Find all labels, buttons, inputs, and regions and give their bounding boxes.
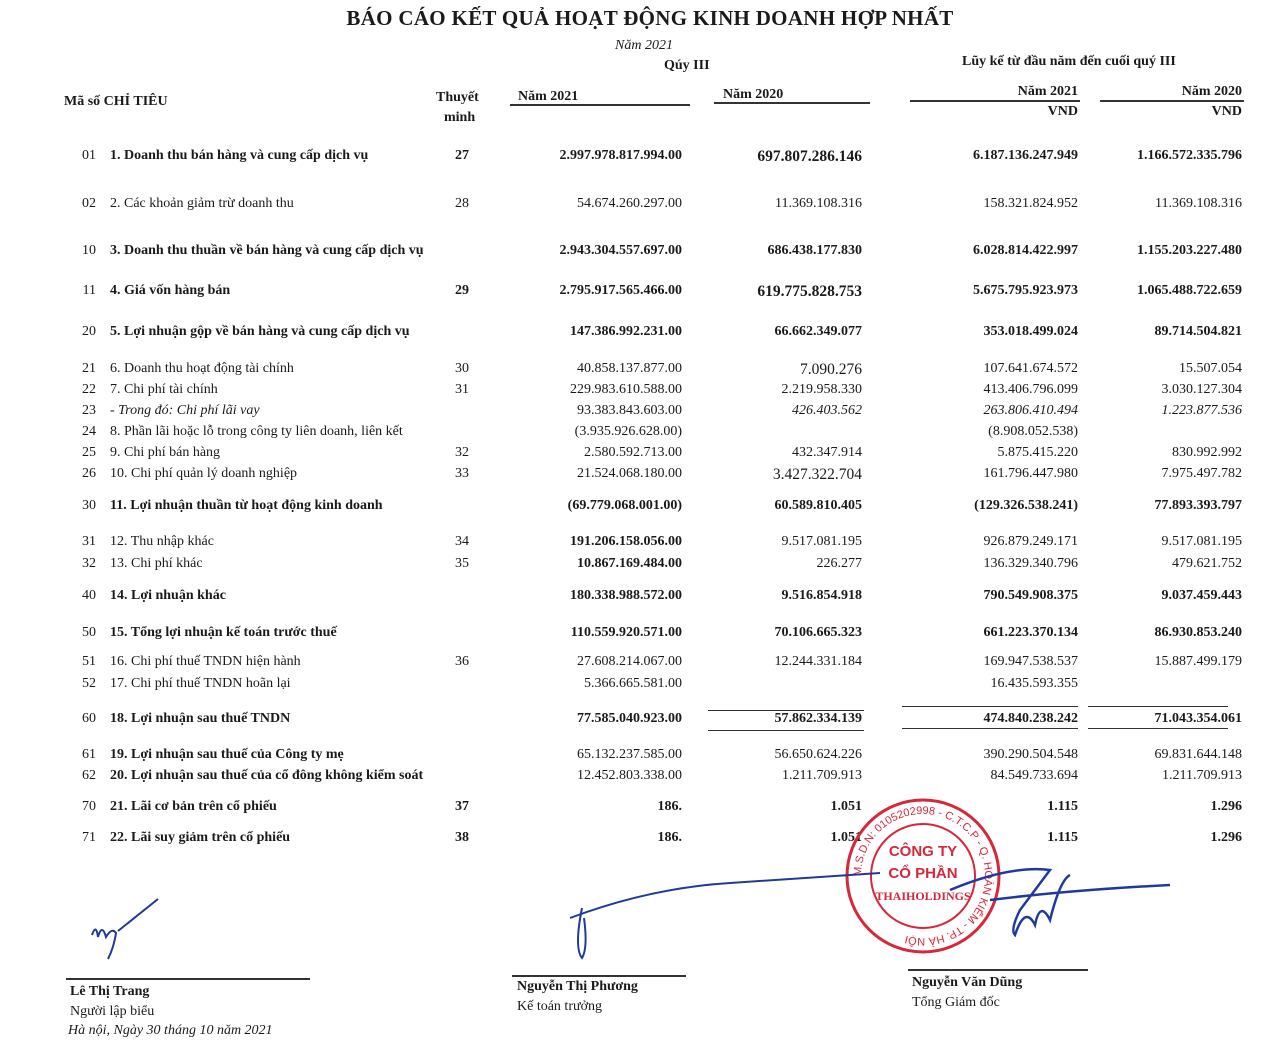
value-q2020: 1.051 [830, 799, 862, 814]
row-code: 02 [82, 196, 96, 211]
code-item-header: Mã số CHỈ TIÊU [64, 94, 168, 109]
row-label: 18. Lợi nhuận sau thuế TNDN [110, 711, 291, 726]
table-row-02 [0, 196, 1280, 216]
value-y2021: 474.840.238.242 [983, 711, 1078, 726]
row-label: 9. Chi phí bán hàng [110, 445, 221, 460]
value-y2021: 926.879.249.171 [983, 534, 1078, 549]
row-code: 24 [82, 424, 96, 439]
row-code: 60 [82, 711, 96, 726]
value-y2020: 1.065.488.722.659 [1137, 283, 1242, 298]
value-q2020: 11.369.108.316 [775, 196, 862, 211]
row-label: 13. Chi phí khác [110, 556, 203, 571]
row-label: 10. Chi phí quản lý doanh nghiệp [110, 466, 298, 481]
value-q2021: 40.858.137.877.00 [577, 361, 682, 376]
row-code: 30 [82, 498, 96, 513]
row-label: 22. Lãi suy giảm trên cổ phiếu [110, 830, 291, 845]
row-code: 52 [82, 676, 96, 691]
row-note: 32 [455, 445, 469, 460]
value-q2021: 110.559.920.571.00 [570, 625, 682, 640]
row-note: 34 [455, 534, 469, 549]
row-code: 10 [82, 243, 96, 258]
value-q2021: 2.997.978.817.994.00 [559, 148, 682, 163]
svg-text:CỔ PHẦN: CỔ PHẦN [888, 865, 958, 882]
row-code: 01 [82, 148, 96, 163]
value-q2020: 1.051 [830, 830, 862, 845]
y2020-currency: VND [1211, 104, 1242, 119]
value-y2020: 1.155.203.227.480 [1137, 243, 1242, 258]
value-q2020: 9.517.081.195 [781, 534, 862, 549]
table-row-62 [0, 768, 1280, 788]
value-y2020: 3.030.127.304 [1161, 382, 1242, 397]
table-row-22 [0, 382, 1280, 402]
value-q2021: 180.338.988.572.00 [570, 588, 682, 603]
value-q2021: 54.674.260.297.00 [577, 196, 682, 211]
value-q2020: 66.662.349.077 [774, 324, 862, 339]
row-code: 26 [82, 466, 96, 481]
row-note: 36 [455, 654, 469, 669]
value-q2020: 60.589.810.405 [774, 498, 862, 513]
value-q2020: 57.862.334.139 [774, 711, 862, 726]
value-q2020: 619.775.828.753 [757, 283, 862, 300]
row-note: 31 [455, 382, 469, 397]
value-y2021: 413.406.796.099 [983, 382, 1078, 397]
director-title: Tổng Giám đốc [912, 995, 1000, 1010]
value-q2021: 229.983.610.588.00 [570, 382, 682, 397]
value-y2020: 9.037.459.443 [1161, 588, 1242, 603]
value-y2020: 1.296 [1210, 830, 1242, 845]
value-q2020: 3.427.322.704 [772, 466, 862, 483]
value-y2020: 15.887.499.179 [1154, 654, 1242, 669]
value-q2021: 186. [657, 830, 682, 845]
y2021-header: Năm 2021 [1017, 84, 1078, 99]
row-label: 7. Chi phí tài chính [110, 382, 218, 397]
row-label: 17. Chi phí thuế TNDN hoãn lại [110, 676, 291, 691]
row-code: 61 [82, 747, 96, 762]
value-q2021: 5.366.665.581.00 [584, 676, 682, 691]
row-code: 40 [82, 588, 96, 603]
row-note: 35 [455, 556, 469, 571]
row-label: 1. Doanh thu bán hàng và cung cấp dịch vụ [110, 148, 369, 163]
value-y2020: 7.975.497.782 [1161, 466, 1242, 481]
value-y2021: 136.329.340.796 [983, 556, 1078, 571]
table-row-23 [0, 403, 1280, 423]
table-row-24 [0, 424, 1280, 444]
q2020-header: Năm 2020 [723, 87, 784, 102]
row-note: 37 [455, 799, 469, 814]
value-y2021: 5.875.415.220 [997, 445, 1078, 460]
value-y2021: (129.326.538.241) [974, 498, 1078, 513]
row-code: 20 [82, 324, 96, 339]
value-y2021: 353.018.499.024 [983, 324, 1078, 339]
row-code: 70 [82, 799, 96, 814]
value-y2020: 89.714.504.821 [1154, 324, 1242, 339]
value-y2020: 11.369.108.316 [1155, 196, 1242, 211]
value-q2020: 56.650.624.226 [774, 747, 862, 762]
table-row-50 [0, 625, 1280, 645]
value-q2020: 70.106.665.323 [774, 625, 862, 640]
row-code: 22 [82, 382, 96, 397]
row-note: 29 [455, 283, 469, 298]
row-label: 8. Phần lãi hoặc lỗ trong công ty liên doanh, liên kết [110, 424, 403, 439]
accountant-signature [560, 868, 900, 968]
value-y2020: 479.621.752 [1172, 556, 1242, 571]
note-header-1: Thuyết [436, 90, 479, 105]
value-y2020: 71.043.354.061 [1154, 711, 1242, 726]
svg-text:CÔNG TY: CÔNG TY [888, 843, 958, 860]
row-code: 62 [82, 768, 96, 783]
svg-text:M.S.D.N: 0105202998 - C.T.C.P: M.S.D.N: 0105202998 - C.T.C.P - Q. HOÀN KIẾM - TP. HÀ NỘI [851, 804, 995, 948]
report-date: Hà nội, Ngày 30 tháng 10 năm 2021 [68, 1023, 273, 1038]
table-row-26 [0, 466, 1280, 486]
row-label: 11. Lợi nhuận thuần từ hoạt động kinh doanh [110, 498, 383, 513]
table-row-01 [0, 148, 1280, 168]
value-q2021: 2.943.304.557.697.00 [559, 243, 682, 258]
table-row-30 [0, 498, 1280, 518]
value-q2020: 7.090.276 [800, 361, 862, 378]
value-q2021: 2.580.592.713.00 [584, 445, 682, 460]
value-y2020: 9.517.081.195 [1161, 534, 1242, 549]
value-q2020: 1.211.709.913 [782, 768, 862, 783]
value-q2021: 10.867.169.484.00 [577, 556, 682, 571]
preparer-name: Lê Thị Trang [70, 984, 150, 999]
row-label: - Trong đó: Chi phí lãi vay [110, 403, 260, 418]
value-q2020: 426.403.562 [792, 403, 862, 418]
value-y2021: 161.796.447.980 [983, 466, 1078, 481]
value-y2021: 390.290.504.548 [983, 747, 1078, 762]
table-row-40 [0, 588, 1280, 608]
row-code: 11 [82, 283, 96, 298]
table-row-10 [0, 243, 1280, 263]
value-y2021: 6.028.814.422.997 [973, 243, 1078, 258]
report-year: Năm 2021 [615, 38, 673, 53]
value-q2021: 186. [657, 799, 682, 814]
row-code: 31 [82, 534, 96, 549]
value-y2021: 1.115 [1047, 830, 1078, 845]
value-q2020: 432.347.914 [792, 445, 862, 460]
row-code: 50 [82, 625, 96, 640]
value-y2021: 16.435.593.355 [990, 676, 1078, 691]
value-y2020: 1.166.572.335.796 [1137, 148, 1242, 163]
director-name: Nguyễn Văn Dũng [912, 975, 1023, 990]
table-row-61 [0, 747, 1280, 767]
row-note: 28 [455, 196, 469, 211]
row-note: 38 [455, 830, 469, 845]
table-row-51 [0, 654, 1280, 674]
value-q2021: 147.386.992.231.00 [570, 324, 682, 339]
value-y2020: 1.223.877.536 [1161, 403, 1242, 418]
row-code: 32 [82, 556, 96, 571]
table-row-32 [0, 556, 1280, 576]
table-row-11 [0, 283, 1280, 303]
value-q2021: 93.383.843.603.00 [577, 403, 682, 418]
row-label: 20. Lợi nhuận sau thuế của cổ đông không kiểm soát [110, 768, 424, 783]
table-row-70 [0, 799, 1280, 819]
value-q2021: (3.935.926.628.00) [574, 424, 682, 439]
row-label: 15. Tổng lợi nhuận kế toán trước thuế [110, 625, 337, 640]
value-q2021: 12.452.803.338.00 [577, 768, 682, 783]
row-label: 3. Doanh thu thuần về bán hàng và cung cấp dịch vụ [110, 243, 424, 258]
row-code: 25 [82, 445, 96, 460]
value-q2020: 226.277 [816, 556, 862, 571]
row-label: 12. Thu nhập khác [110, 534, 214, 549]
value-y2020: 86.930.853.240 [1154, 625, 1242, 640]
value-y2021: 158.321.824.952 [983, 196, 1078, 211]
value-y2021: 790.549.908.375 [983, 588, 1078, 603]
value-y2021: 169.947.538.537 [983, 654, 1078, 669]
value-y2020: 15.507.054 [1179, 361, 1242, 376]
preparer-title: Người lập biểu [70, 1004, 155, 1019]
row-code: 71 [82, 830, 96, 845]
director-signature [930, 860, 1170, 950]
table-row-52 [0, 676, 1280, 696]
value-q2021: 77.585.040.923.00 [577, 711, 682, 726]
value-y2021: 6.187.136.247.949 [973, 148, 1078, 163]
value-y2021: (8.908.052.538) [988, 424, 1078, 439]
value-q2021: (69.779.068.001.00) [567, 498, 682, 513]
value-q2020: 2.219.958.330 [781, 382, 862, 397]
ytd-header: Lũy kế từ đầu năm đến cuối quý III [962, 54, 1176, 69]
value-y2021: 263.806.410.494 [983, 403, 1078, 418]
preparer-signature [80, 895, 170, 965]
y2021-currency: VND [1047, 104, 1078, 119]
row-code: 21 [82, 361, 96, 376]
report-title: BÁO CÁO KẾT QUẢ HOẠT ĐỘNG KINH DOANH HỢP NHẤT [346, 6, 954, 30]
q2021-header: Năm 2021 [518, 89, 579, 104]
table-row-71 [0, 830, 1280, 850]
row-label: 2. Các khoản giảm trừ doanh thu [110, 196, 294, 211]
value-y2021: 661.223.370.134 [983, 625, 1078, 640]
row-code: 51 [82, 654, 96, 669]
value-q2021: 2.795.917.565.466.00 [559, 283, 682, 298]
value-q2020: 697.807.286.146 [757, 148, 862, 165]
value-q2021: 21.524.068.180.00 [577, 466, 682, 481]
row-code: 23 [82, 403, 96, 418]
table-row-31 [0, 534, 1280, 554]
value-y2020: 69.831.644.148 [1154, 747, 1242, 762]
svg-text:THAIHOLDINGS: THAIHOLDINGS [875, 889, 971, 903]
row-label: 14. Lợi nhuận khác [110, 588, 226, 603]
value-q2020: 9.516.854.918 [781, 588, 862, 603]
value-y2021: 107.641.674.572 [983, 361, 1078, 376]
table-row-21 [0, 361, 1280, 381]
row-label: 5. Lợi nhuận gộp về bán hàng và cung cấp dịch vụ [110, 324, 410, 339]
value-y2021: 84.549.733.694 [990, 768, 1078, 783]
row-label: 4. Giá vốn hàng bán [110, 283, 231, 298]
value-q2021: 65.132.237.585.00 [577, 747, 682, 762]
quarter-header: Qúy III [664, 58, 710, 73]
table-row-25 [0, 445, 1280, 465]
value-q2021: 191.206.158.056.00 [570, 534, 682, 549]
row-note: 30 [455, 361, 469, 376]
value-y2020: 1.296 [1210, 799, 1242, 814]
table-row-20 [0, 324, 1280, 344]
value-y2021: 5.675.795.923.973 [973, 283, 1078, 298]
row-label: 16. Chi phí thuế TNDN hiện hành [110, 654, 301, 669]
note-header-2: minh [444, 110, 476, 125]
row-label: 6. Doanh thu hoạt động tài chính [110, 361, 294, 376]
row-label: 21. Lãi cơ bản trên cổ phiếu [110, 799, 277, 814]
value-q2021: 27.608.214.067.00 [577, 654, 682, 669]
value-y2020: 77.893.393.797 [1154, 498, 1242, 513]
row-note: 33 [455, 466, 469, 481]
row-label: 19. Lợi nhuận sau thuế của Công ty mẹ [110, 747, 344, 762]
accountant-title: Kế toán trưởng [517, 999, 602, 1014]
y2020-header: Năm 2020 [1181, 84, 1242, 99]
value-q2020: 686.438.177.830 [767, 243, 862, 258]
value-y2020: 1.211.709.913 [1162, 768, 1242, 783]
row-note: 27 [455, 148, 469, 163]
value-y2020: 830.992.992 [1172, 445, 1242, 460]
value-y2021: 1.115 [1047, 799, 1078, 814]
value-q2020: 12.244.331.184 [774, 654, 862, 669]
accountant-name: Nguyễn Thị Phương [517, 979, 638, 994]
